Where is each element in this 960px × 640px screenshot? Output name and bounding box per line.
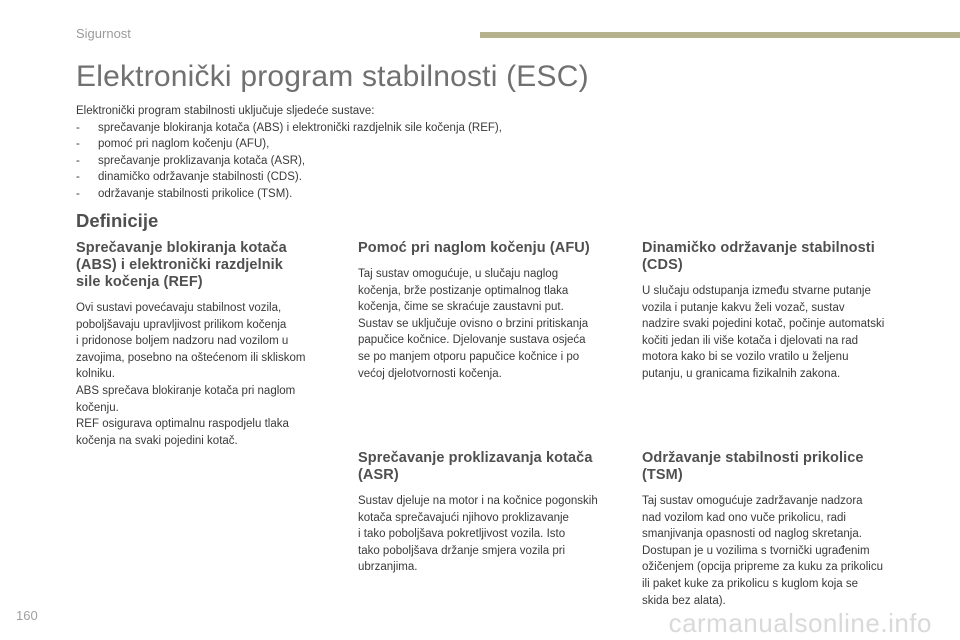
block-body: U slučaju odstupanja između stvarne putanje vozila i putanje kakvu želi vozač, sustav nadzire svaki pojedini kotač, počinje automatski kočiti jedan ili više kotača i djelovati na rad motora kako bi se vozilo vratilo u željenu putanju, u granicama fizikalnih zakona. bbox=[642, 285, 885, 380]
intro-item: - održavanje stabilnosti prikolice (TSM). bbox=[76, 187, 293, 200]
block-body: Taj sustav omogućuje zadržavanje nadzora nad vozilom kad ono vuče prikolicu, radi smanjivanja opasnosti od naglog skretanja. Dostupan je u vozilima s tvornički ugrađenim ožičenjem (opcija pripreme za kuku za prikolicu ili paket kuke za prikolicu s kuglom koja se skida bez alata). bbox=[642, 495, 883, 607]
intro-item: - pomoć pri naglom kočenju (AFU), bbox=[76, 138, 270, 151]
page-number: 160 bbox=[16, 608, 38, 623]
watermark: carmanualsonline.info bbox=[668, 608, 932, 638]
header-bar bbox=[480, 32, 960, 38]
definitions-heading: Definicije bbox=[76, 210, 159, 231]
block-title: Održavanje stabilnosti prikolice (TSM) bbox=[642, 450, 864, 483]
block-title: Sprečavanje proklizavanja kotača (ASR) bbox=[358, 450, 593, 483]
block-title: Pomoć pri naglom kočenju (AFU) bbox=[358, 240, 590, 256]
block-cds bbox=[642, 240, 912, 383]
intro-item: - sprečavanje blokiranja kotača (ABS) i elektronički razdjelnik sile kočenja (REF), bbox=[76, 121, 502, 134]
intro-item: - sprečavanje proklizavanja kotača (ASR), bbox=[76, 154, 306, 167]
section-label: Sigurnost bbox=[76, 26, 131, 41]
block-afu bbox=[358, 240, 623, 382]
block-body: Sustav djeluje na motor i na kočnice pogonskih kotača sprečavajući njihovo proklizavanje i tako poboljšava pokretljivost vozila. Isto tako poboljšava držanje smjera vozila pri ubrzanjima. bbox=[358, 495, 598, 574]
block-body: Taj sustav omogućuje, u slučaju naglog kočenja, brže postizanje optimalnog tlaka kočenja, čime se skraćuje zaustavni put. Sustav se uključuje ovisno o brzini pritiskanja papučice kočnice. Djelovanje sustava osjeća se po manjem otporu papučice kočnice i po većoj djelotvornosti kočenja. bbox=[358, 268, 589, 380]
intro-item: - dinamičko održavanje stabilnosti (CDS). bbox=[76, 171, 302, 184]
page-title: Elektronički program stabilnosti (ESC) bbox=[76, 60, 589, 93]
block-abs-ref bbox=[76, 240, 336, 449]
intro-lead: Elektronički program stabilnosti uključuje sljedeće sustave: bbox=[76, 105, 375, 117]
block-title: Sprečavanje blokiranja kotača (ABS) i elektronički razdjelnik sile kočenja (REF) bbox=[76, 240, 287, 290]
block-asr bbox=[358, 450, 628, 576]
block-title: Dinamičko održavanje stabilnosti (CDS) bbox=[642, 240, 875, 273]
block-tsm bbox=[642, 450, 912, 609]
intro-text bbox=[76, 103, 616, 203]
block-body: Ovi sustavi povećavaju stabilnost vozila, poboljšavaju upravljivost prilikom kočenja i pridonose boljem nadzoru nad vozilom u zavojima, posebno na oštećenom ili skliskom kolniku. ABS sprečava blokiranje kotača pri naglom kočenju. REF osigurava optimalnu raspodjelu tlaka kočenja na svaki pojedini kotač. bbox=[76, 302, 306, 447]
